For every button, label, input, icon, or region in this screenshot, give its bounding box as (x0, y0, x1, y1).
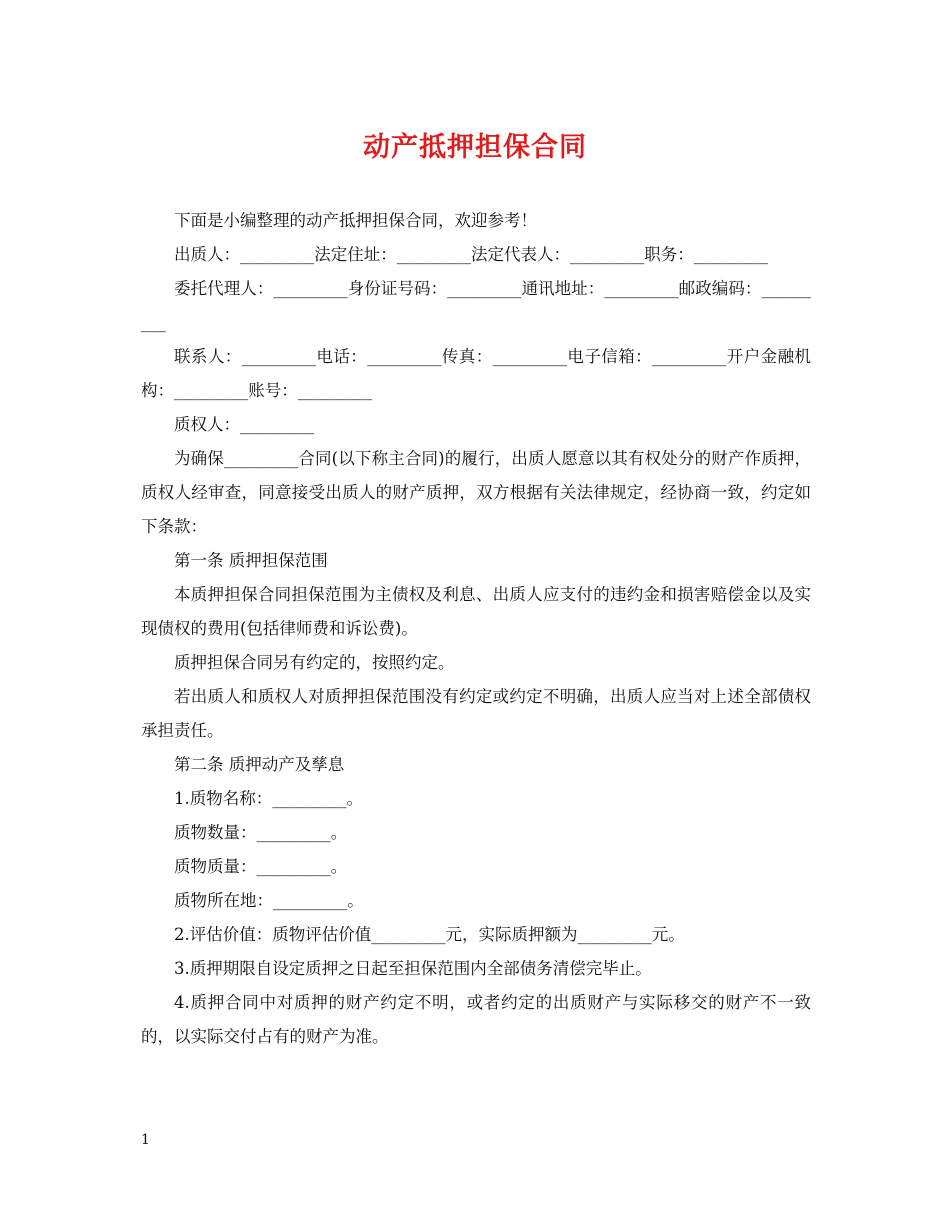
paragraph-pledgor: 出质人：_________法定住址：_________法定代表人：_________职务：_________ (174, 245, 768, 264)
article-2-valuation: 2.评估价值：质物评估价值_________元，实际质押额为_________元。 (174, 925, 685, 944)
page-number: 1 (141, 1132, 150, 1148)
paragraph-contact: 联系人：_________电话：_________传真：_________电子信箱：_________开户金融机构：_________账号：_________ (141, 347, 811, 400)
paragraph-intro: 下面是小编整理的动产抵押担保合同，欢迎参考！ (174, 211, 537, 230)
document-title: 动产抵押担保合同 (363, 132, 587, 163)
article-1-scope: 本质押担保合同担保范围为主债权及利息、出质人应支付的违约金和损害赔偿金以及实现债权的费用(包括律师费和诉讼费)。 (141, 585, 811, 638)
article-2-item-quantity: 质物数量：_________。 (174, 823, 348, 842)
article-1-unclear-scope: 若出质人和质权人对质押担保范围没有约定或约定不明确，出质人应当对上述全部债权承担责任。 (141, 687, 811, 740)
article-1-other-agreement: 质押担保合同另有约定的，按照约定。 (174, 653, 455, 672)
paragraph-pledgee: 质权人：_________ (174, 415, 315, 434)
article-2-item-location: 质物所在地：_________。 (174, 891, 364, 910)
article-2-discrepancy: 4.质押合同中对质押的财产约定不明，或者约定的出质财产与实际移交的财产不一致的，以实际交付占有的财产为准。 (141, 993, 811, 1046)
article-2-heading: 第二条 质押动产及孳息 (174, 755, 345, 774)
article-2-item-quality: 质物质量：_________。 (174, 857, 348, 876)
paragraph-preamble: 为确保_________合同(以下称主合同)的履行，出质人愿意以其有权处分的财产作质押，质权人经审查，同意接受出质人的财产质押，双方根据有关法律规定，经协商一致，约定如下条款： (141, 449, 811, 536)
paragraph-agent: 委托代理人：_________身份证号码：_________通讯地址：_________邮政编码：_________ (141, 279, 811, 332)
article-2-term: 3.质押期限自设定质押之日起至担保范围内全部债务清偿完毕止。 (174, 959, 652, 978)
article-2-item-name: 1.质物名称：_________。 (174, 789, 363, 808)
document-body (141, 204, 811, 1054)
article-1-heading: 第一条 质押担保范围 (174, 551, 328, 570)
